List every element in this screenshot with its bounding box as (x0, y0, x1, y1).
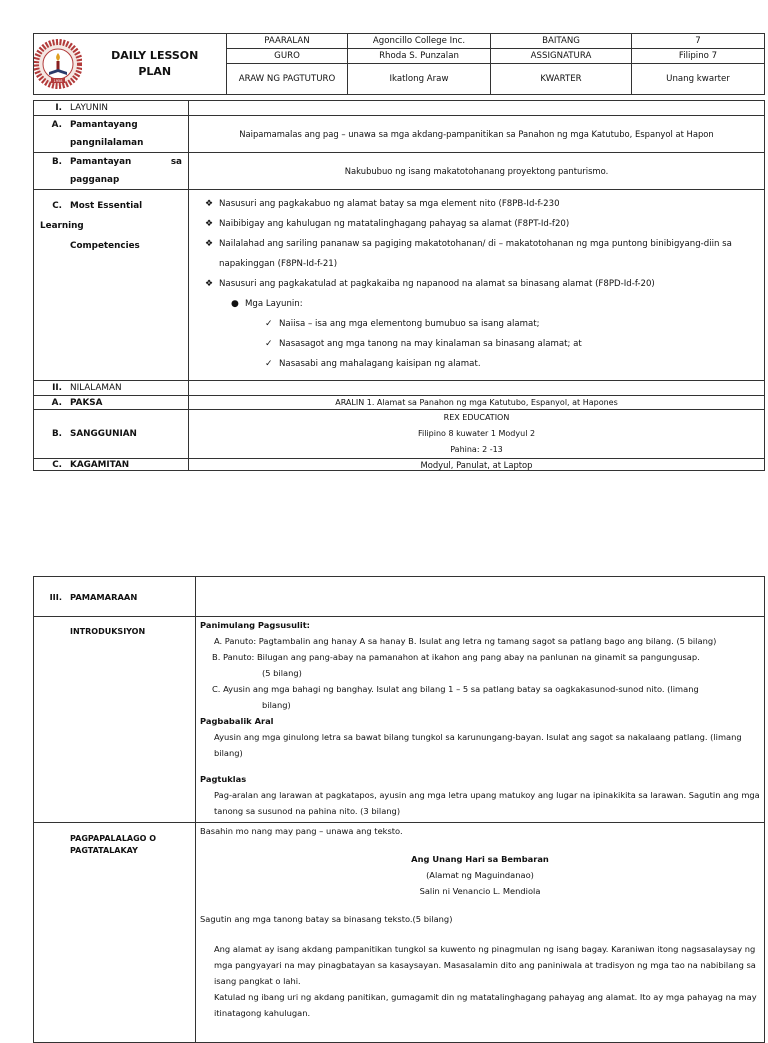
procedure-table (33, 576, 765, 1043)
hdr-value-kwarter: Unang kwarter (632, 63, 765, 94)
hdr-label-guro: GURO (227, 48, 348, 63)
objectives-heading: ● Mga Layunin: (205, 294, 758, 314)
sanggunian-label: B. SANGGUNIAN (34, 410, 189, 459)
paksa-label: A. PAKSA (34, 396, 189, 410)
svg-text:1958: 1958 (53, 79, 63, 83)
section-nilalaman-label: II. NILALAMAN (34, 381, 189, 396)
document-title (84, 34, 227, 95)
hdr-value-guro: Rhoda S. Punzalan (348, 48, 491, 63)
story-title: Ang Unang Hari sa Bembaran (411, 854, 549, 864)
section-pamamaraan-label: III. PAMAMARAAN (34, 577, 196, 617)
panimulang-heading: Panimulang Pagsusulit: (200, 620, 310, 630)
hdr-value-araw: Ikatlong Araw (348, 63, 491, 94)
diamond-bullet-icon: ❖ (205, 279, 214, 289)
document-title-line2: PLAN (138, 65, 172, 78)
checkmark-icon: ✓ (265, 339, 273, 349)
story-translator: Salin ni Venancio L. Mendiola (419, 886, 541, 896)
pagpapalalago-label: PAGPAPALALAGO O PAGTATALAKAY (34, 823, 196, 1043)
pagpapalalago-content (196, 823, 765, 1043)
competency-list (189, 190, 764, 380)
hdr-value-baitang: 7 (632, 34, 765, 49)
paksa-value: ARALIN 1. Alamat sa Panahon ng mga Katutubo, Espanyol, at Hapones (189, 396, 765, 410)
document-title-line1: DAILY LESSON (111, 49, 199, 62)
hdr-value-assignatura: Filipino 7 (632, 48, 765, 63)
competency-item: ❖ Naibibigay ang kahulugan ng matatalinghagang pahayag sa alamat (F8PT-Id-f20) (205, 214, 758, 234)
competency-item: ❖ Nailalahad ang sariling pananaw sa pagiging makatotohanan/ di – makatotohanan ng mga puntong binibigyang-diin sa napakinggan (F8PN-Id-f-21) (205, 234, 758, 274)
pamantayan-sa-pagganap-value: Nakububuo ng isang makatotohanang proyektong panturismo. (189, 153, 765, 190)
section-number: I. (55, 103, 62, 113)
panuto-a: A. Panuto: Pagtambalin ang hanay A sa hanay B. Isulat ang letra ng tamang sagot sa patlang bago ang bilang. (5 bilang) (214, 636, 717, 646)
checkmark-icon: ✓ (265, 359, 273, 369)
panuto-c-cont: bilang) (262, 700, 291, 710)
alamat-paragraph-1: Ang alamat ay isang akdang pampanitikan tungkol sa kuwento ng pinagmulan ng isang bagay. Karaniwan itong nagsasalaysay ng mga pangyayari na may pinagbatayan sa kasaysayan. Masasalamin dito ang paniniwala at tradisyon ng mga tao na nabibilang sa isang pangkat o lahi. (214, 944, 756, 986)
objective-item: ✓ Naiisa – isa ang mga elementong bumubuo sa isang alamat; (205, 314, 758, 334)
pagtuklas-heading: Pagtuklas (200, 774, 247, 784)
balik-aral-heading: Pagbabalik Aral (200, 716, 274, 726)
diamond-bullet-icon: ❖ (205, 219, 214, 229)
panuto-c: C. Ayusin ang mga bahagi ng banghay. Isulat ang bilang 1 – 5 sa patlang batay sa oagkakasunod-sunod nito. (limang (212, 684, 699, 694)
sanggunian-value: REX EDUCATION Filipino 8 kuwater 1 Modyul 2 Pahina: 2 -13 (189, 410, 765, 459)
alamat-paragraph-2: Katulad ng ibang uri ng akdang panitikan, gumagamit din ng matatalinghagang pahayag ang alamat. Ito ay mga pahayag na may itinatagong kahulugan. (214, 992, 757, 1018)
melc-value (189, 190, 765, 381)
pamantayang-pangnilalaman-label: A. Pamantayang pangnilalaman (34, 116, 189, 153)
objectives-table (33, 100, 765, 471)
school-logo-cell (34, 34, 84, 95)
pagtuklas-text: Pag-aralan ang larawan at pagkatapos, ayusin ang mga letra upang matukoy ang lugar na ipinakikita sa larawan. Sagutin ang mga tanong sa susunod na pahina nito. (3 bilang) (214, 790, 760, 816)
section-layunin-value (189, 101, 765, 116)
panuto-b: B. Panuto: Bilugan ang pang-abay na pamanahon at ikahon ang pang abay na panlunan na ginamit sa pangungusap. (212, 652, 700, 662)
story-subtitle: (Alamat ng Maguindanao) (426, 870, 534, 880)
reading-instruction: Basahin mo nang may pang – unawa ang teksto. (200, 826, 403, 836)
section-pamamaraan-value (196, 577, 765, 617)
section-layunin-label: I. LAYUNIN (34, 101, 189, 116)
introduksiyon-content (196, 617, 765, 823)
hdr-label-kwarter: KWARTER (491, 63, 632, 94)
hdr-value-paaralan: Agoncillo College Inc. (348, 34, 491, 49)
pamantayan-sa-pagganap-label: B. Pamantayan sa pagganap (34, 153, 189, 190)
balik-aral-text: Ayusin ang mga ginulong letra sa bawat bilang tungkol sa karunungang-bayan. Isulat ang sagot sa nakalaang patlang. (limang bilang) (214, 732, 742, 758)
pamantayang-pangnilalaman-value: Naipamamalas ang pag – unawa sa mga akdang-pampanitikan sa Panahon ng mga Katutubo, Espanyol at Hapon (189, 116, 765, 153)
questions-instruction: Sagutin ang mga tanong batay sa binasang teksto.(5 bilang) (200, 914, 453, 924)
hdr-label-araw: ARAW NG PAGTUTURO (227, 63, 348, 94)
header-table (33, 33, 765, 95)
panuto-b-cont: (5 bilang) (262, 668, 302, 678)
competency-item: ❖ Nasusuri ang pagkakabuo ng alamat batay sa mga element nito (F8PB-Id-f-230 (205, 194, 758, 214)
diamond-bullet-icon: ❖ (205, 199, 214, 209)
kagamitan-value: Modyul, Panulat, at Laptop (189, 459, 765, 471)
objective-item: ✓ Nasasagot ang mga tanong na may kinalaman sa binasang alamat; at (205, 334, 758, 354)
introduksiyon-label: INTRODUKSIYON (34, 617, 196, 823)
competency-item: ❖ Nasusuri ang pagkakatulad at pagkakaiba ng napanood na alamat sa binasang alamat (F8PD-Id-f-20) (205, 274, 758, 294)
hdr-label-assignatura: ASSIGNATURA (491, 48, 632, 63)
checkmark-icon: ✓ (265, 319, 273, 329)
objective-item: ✓ Nasasabi ang mahalagang kaisipan ng alamat. (205, 354, 758, 374)
hdr-label-paaralan: PAARALAN (227, 34, 348, 49)
hdr-label-baitang: BAITANG (491, 34, 632, 49)
diamond-bullet-icon: ❖ (205, 239, 214, 249)
school-seal-logo (34, 34, 82, 94)
section-nilalaman-value (189, 381, 765, 396)
melc-label: C. Most Essential Learning Competencies (34, 190, 189, 381)
round-bullet-icon: ● (231, 299, 239, 309)
kagamitan-label: C. KAGAMITAN (34, 459, 189, 471)
